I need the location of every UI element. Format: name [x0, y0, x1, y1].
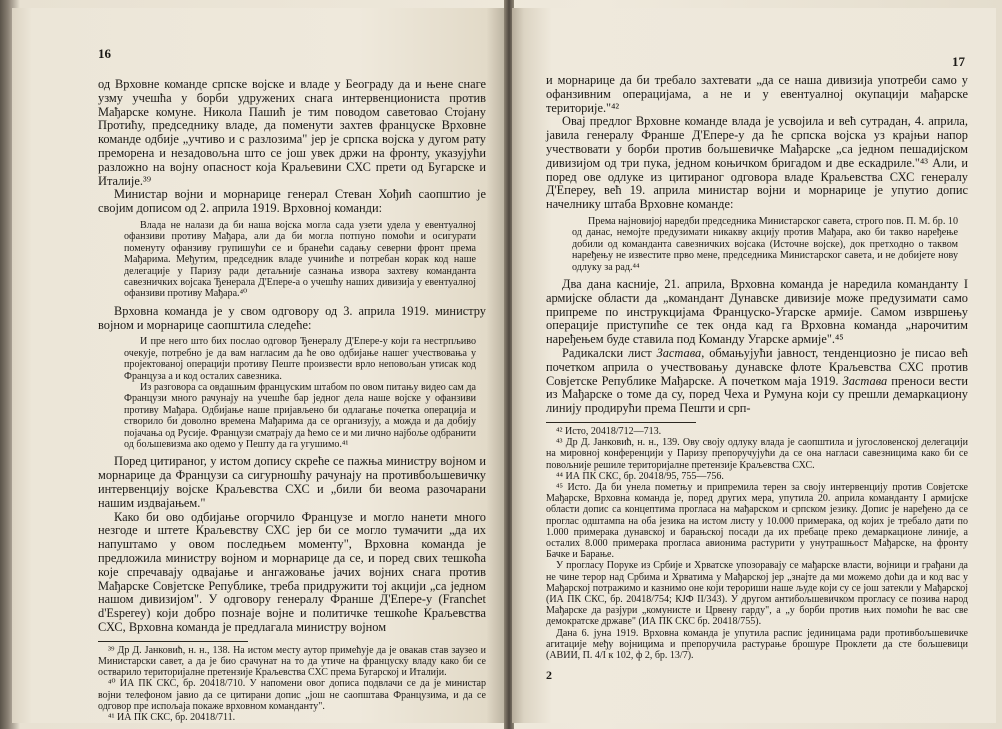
- footnote: Дана 6. јуна 1919. Врховна команда је упутила распис јединицама ради противбољшевичке агитације међу војницима и препоручила растурање брошуре Проклети да сте бољшевици (АВИИ, П. 4/I к 102, ф 2, бр. 13/7).: [546, 627, 968, 662]
- paragraph: Два дана касније, 21. априла, Врховна команда је наредила команданту I армијске области да „командант Дунавске дивизије може предузимати само припреме по инструкцијама Француско-Угарске армије. Самом извршењу операције приступиће се тек онда кад га Врховна команда „нарочитим наређењем буде ставила под Команду Угарске армије".⁴⁵: [546, 277, 968, 347]
- newspaper-title: Застава: [656, 345, 702, 360]
- paragraph: [546, 347, 968, 416]
- footnote: ⁴² Исто, 20418/712—713.: [556, 425, 662, 437]
- paragraph: и морнарице да би требало захтевати „да се наша дивизија употреби само у офанзивним операцијама, а не и у евентуалној окупацији мађарске територије."⁴²: [546, 73, 968, 115]
- paragraph: Овај предлог Врховне команде влада је усвојила и већ сутрадан, 4. априла, јавила генералу Франше Д'Епере-у да ће српска војска уз крајњи напор учествовати у борби против бољшевичке Мађарске „са једном пешадијском дивизијом од три пука, једном коњичком бригадом и две ескадриле."⁴³ Али, и поред ове одлуке из цитираног одговора владе Краљевства СХС генералу Д'Епереу, већ 19. априла министар војни и морнарице је упутио допис начелнику штаба Врховне команде:: [546, 114, 968, 212]
- text-run: преноси вести из Мађарске о томе да су, поред Чеха и Румуна који су прешли демаркациону линију продирући према Пешти и срп-: [546, 373, 968, 416]
- footnotes: [546, 426, 968, 661]
- footnote-rule: [546, 422, 696, 423]
- block-quote: [124, 336, 476, 450]
- footnote: У прогласу Поруке из Србије и Хрватске упозоравају се мађарске власти, војници и грађани да не чине терор над Србима и Хрватима у Мађарској јер „знајте да ми можемо доћи да и код вас у Мађарској потражимо и казнимо оне који терориши наше људе који су се још затекли у Мађарској (ИА ПК СКС, бр. 20418/754; КЈФ II/343). У другом антибољшевичком прогласу се позива народ Мађарске да разјури „комунисте и Црвену гарду", а „у борби против њих помоћи ће вас све демократске државе" (ИА ПК СКС бр. 20418/755).: [546, 560, 968, 628]
- paragraph: Министар војни и морнарице генерал Стеван Хођић саопштио је својим дописом од 2. априла 1919. Врховној команди:: [98, 187, 486, 216]
- quote-text: И пре него што бих послао одговор Ђенералу Д'Епере-у који га нестрпљиво очекује, потребно је да вам нагласим да ће ово одбијање нашег учествовања у пројектованој операцији противу Пеште произвести врло неповољан утисак код Француза а и код осталих савезника.: [124, 336, 476, 382]
- footnote: ⁴¹ ИА ПК СКС, бр. 20418/711.: [108, 712, 236, 723]
- page-number-right: 17: [952, 54, 965, 69]
- left-text-column: [98, 78, 486, 723]
- footnote: ³⁹ Др Д. Јанковић, н. н., 138. На истом месту аутор примећује да је овакав став заузео и Министарски савет, а да је био срачунат на то да утиче на француску владу како би се остварило територијалне претензије Краљевства СХС према Бугарској и Италији.: [98, 644, 486, 679]
- signature-mark: 2: [546, 668, 552, 683]
- page-number-left: 16: [98, 46, 111, 61]
- footnote: ⁴⁰ ИА ПК СКС, бр. 20418/710. У напомени овог дописа подвлачи се да је министар војни телефоном јавио да се цитирани допис „још не саопштава Французима, и да се одговор пре испољаја покаже врховном команданту".: [98, 678, 486, 712]
- newspaper-title: Застава: [842, 373, 888, 388]
- text-run: , обмањујући јавност, тенденциозно је писао већ почетком априла о учествовању дунавске флоте Краљевства СХС против Совјетске Републике Мађарске. А почетком маја 1919.: [546, 345, 969, 388]
- right-page: [512, 8, 996, 723]
- paragraph: Како би ово одбијање огорчило Французе и могло нанети много незгоде и штете Краљевству СХС јер би се могло тумачити „да их напуштамо у овом последњем моменту", Врховна команда је предложила министру војном и морнарице да се, и поред свих тешкоћа које спречавају одвајање и ангажовање јачих војних снага против Мађарске Совјетске Републике, треба придружити тој акцији „са једном нашом дивизијом". У одговору генералу Франше Д'Епере-у (Franchet d'Esperey) који добро познаје војне и политичке тешкоће Краљевства СХС, Врховна команда је предлагала министру војном: [98, 509, 486, 635]
- footnote: ⁴⁵ Исто. Да би унела пометњу и припремила терен за своју интервенцију против Совјетске Мађарске, Врховна команда је, поред других мера, упутила 20. априла команданту I армијске области допис са концептима прогласа на мађарском и српском језику. Допис је наређено да се проглас одштампа на оба језика на истом листу у 10.000 примерака, од којих је требало дати по 1.000 примерака дунавској и барањској посади да их пребаце преко демаркационе линије, а осталих 8.000 примерака прогласа авионима растурити у унутрашњост Мађарске, на фронту Бачке и Барање.: [546, 481, 968, 561]
- footnote-rule: [98, 641, 248, 642]
- footnotes: [98, 645, 486, 723]
- footnote: ⁴⁴ ИА ПК СКС, бр. 20418/95, 755—756.: [556, 470, 724, 482]
- block-quote: [572, 216, 958, 273]
- paragraph: Врховна команда је у свом одговору од 3. априла 1919. министру војном и морнарице саопштила следеће:: [98, 303, 486, 332]
- left-page: [12, 8, 506, 723]
- right-text-column: [546, 74, 968, 683]
- footnote: ⁴³ Др Д. Јанковић, н. н., 139. Ову своју одлуку влада је саопштила и југословенској делегацији на мировној конференцији у Паризу препоручујући да се она нагласи савезницима како би се повољније решиле територијалне претензије Краљевства СХС.: [546, 437, 968, 471]
- quote-text: Из разговора са овдашњим француским штабом по овом питању видео сам да Французи много рачунају на учешће бар једног дела наше војске у офанзиви противу Мађара. Одбијање наше пријављено би одлагање почетка операција и створило би доволно времена Мађарима да се организују, а можда и да добију појачања од Русије. Французи сматрају да ћемо се и ми лично најбоље одбранити од бољшевизма ако одемо у Пешту да га угушимо.⁴¹: [124, 382, 476, 451]
- paragraph: од Врховне команде српске војске и владе у Београду да и њене снаге узму учешћа у борби удружених снага интервенциониста против Мађарске комуне. Никола Пашић је тим поводом саветовао Стојану Протићу, председнику владе, да поменути захтев француске Врховне команде одбије „учтиво и с разлозима" јер је српска војска у дугом рату преморена и незадовољна што се још увек држи на фронту, указујући разложно на војну опасност која Краљевини СХС прети од Бугарске и Италије.³⁹: [98, 77, 486, 188]
- block-quote: [124, 220, 476, 300]
- text-run: Радикалски лист: [562, 345, 657, 360]
- paragraph: Поред цитираног, у истом допису скреће се пажња министру војном и морнарице да Французи са сигурношћу рачунају на противбољшевичку интервенцију војске Краљевства СХС и „били би веома разочарани нашим издвајањем.": [98, 454, 486, 510]
- quote-text: Влада не налази да би наша војска могла сада узети удела у евентуалној офанзиви противу Мађара, али да би могла потпуно помоћи и осигурати поменуту офанзиву групишући се и бранећи садању северни фронт према Мађарима. Међутим, председник владе учиниће и потребан корак код наше делегације у Паризу ради детаљније сазнања извора захтеву команданта савезничких војсака Ђенерала Д'Епере-а о учешћу наших дивизија у евентуалној офанзиви противу Мађара.⁴⁰: [124, 219, 476, 300]
- quote-text: Према најновијој наредби председника Министарског савета, строго пов. П. М. бр. 10 од данас, немојте предузимати никакву акцију против Мађара, ако би такво наређење добили од команданта савезничких војсака (Источне војске), док претходно о таквом наређењу не известите прво мене, председника Министарског савета, и не добијете нову одлуку за рад.⁴⁴: [572, 215, 958, 273]
